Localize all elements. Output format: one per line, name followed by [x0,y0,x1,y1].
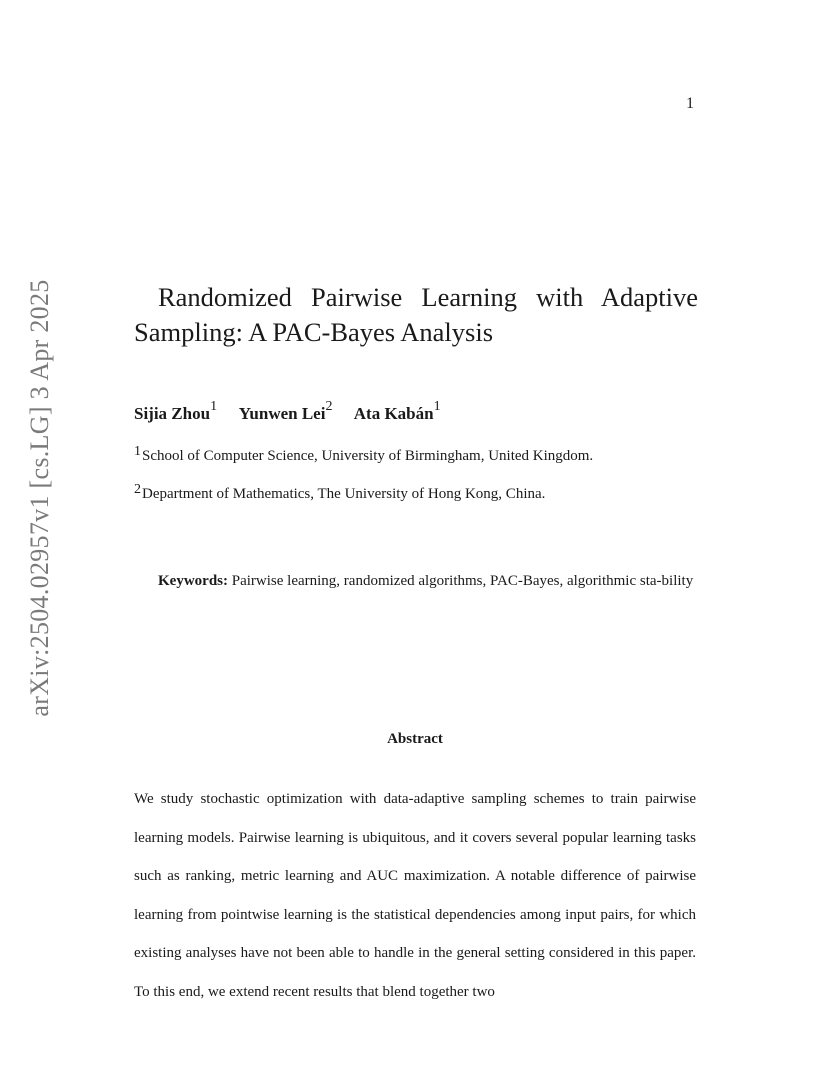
author [134,399,218,423]
paper-title [134,280,698,350]
page-number: 1 [686,95,694,112]
author-list [134,401,459,424]
affiliation [134,482,545,503]
affiliation-text: Department of Mathematics, The University of Hong Kong, China. [142,486,546,502]
author [238,399,333,423]
affiliation-mark: 2 [134,482,141,497]
affiliation [134,444,593,465]
abstract-text: We study stochastic optimization with data-adaptive sampling schemes to train pairwise learning models. Pairwise learning is ubiquitous, and it covers several popular learning tasks such as ranking, metric learning and AUC maximization. A notable difference of pairwise learning from pointwise learning is the statistical dependencies among input pairs, for which existing analyses have not been able to handle in the general setting considered in this paper. To this end, we extend recent results that blend together two [134,791,696,1000]
title-line-2: Sampling: A PAC-Bayes Analysis [134,317,494,347]
affiliation-mark: 1 [134,444,141,459]
affiliation-mark: 1 [210,399,218,414]
abstract-heading: Abstract [387,731,443,747]
author-name: Ata Kabán [353,403,434,423]
keywords-paragraph [134,562,696,601]
affiliation-text: School of Computer Science, University of Birmingham, United Kingdom. [142,448,594,464]
keywords-text: Pairwise learning, randomized algorithms, PAC-Bayes, algorithmic sta-bility [231,573,694,589]
keywords-label: Keywords: [158,573,228,589]
author-name: Sijia Zhou [134,403,211,423]
arxiv-identifier-stamp[interactable]: arXiv:2504.02957v1 [cs.LG] 3 Apr 2025 [25,279,54,717]
affiliation-mark: 1 [433,399,441,414]
author [353,399,441,423]
affiliation-mark: 2 [325,399,333,414]
author-name: Yunwen Lei [238,403,326,423]
title-line-1: Randomized Pairwise Learning with Adaptive [158,282,698,312]
